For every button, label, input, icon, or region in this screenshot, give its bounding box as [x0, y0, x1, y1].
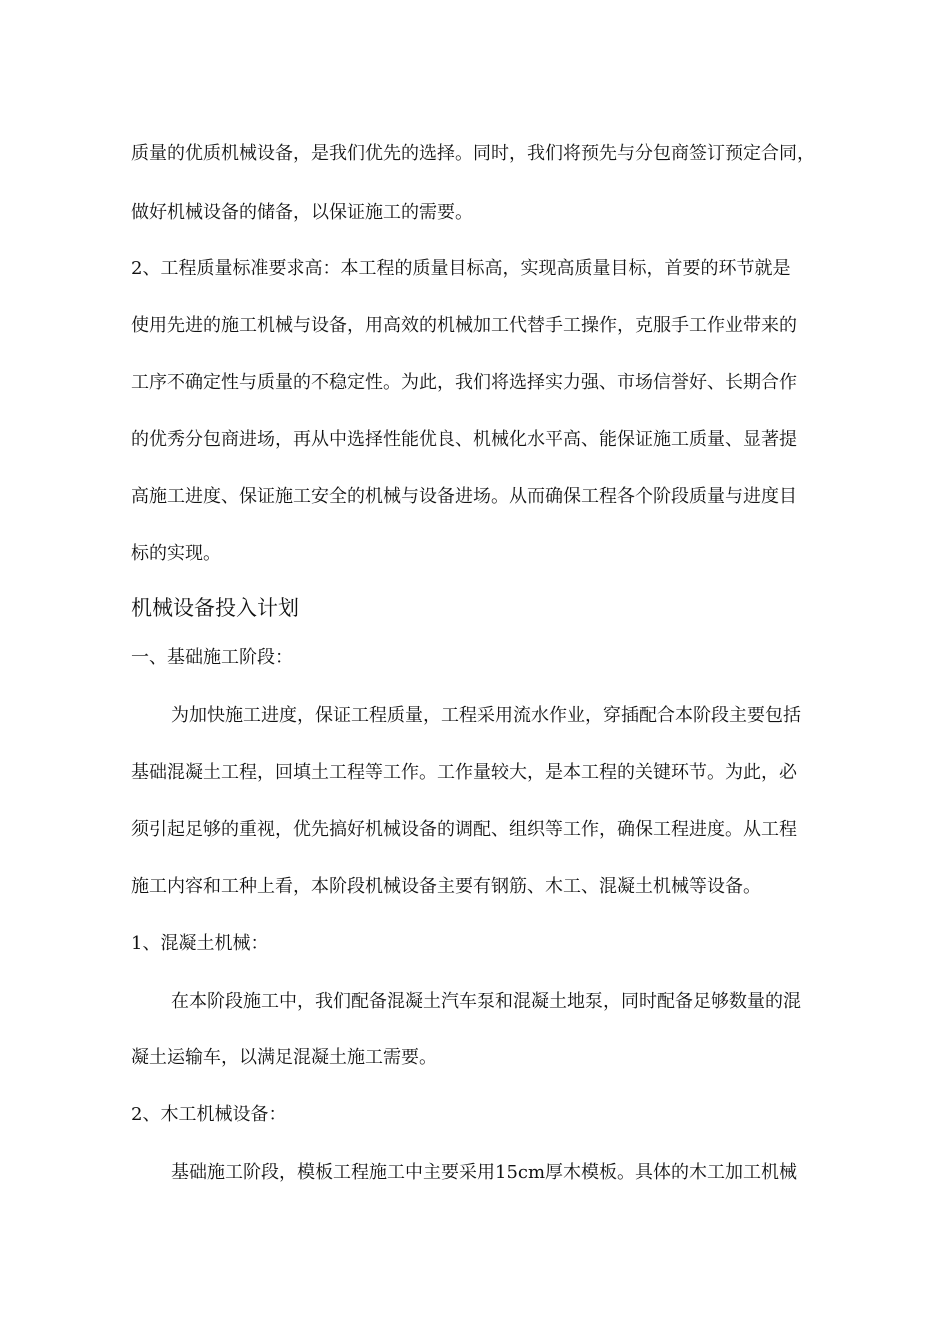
paragraph-1-line-1: 质量的优质机械设备，是我们优先的选择。同时，我们将预先与分包商签订预定合同， [131, 143, 815, 164]
section-title: 机械设备投入计划 [131, 596, 299, 620]
paragraph-3-line-3: 须引起足够的重视，优先搞好机械设备的调配、组织等工作，确保工程进度。从工程 [131, 819, 797, 840]
paragraph-5-line-1: 基础施工阶段，模板工程施工中主要采用15cm厚木模板。具体的木工加工机械 [171, 1162, 798, 1183]
paragraph-2-line-5: 高施工进度、保证施工安全的机械与设备进场。从而确保工程各个阶段质量与进度目 [131, 486, 797, 507]
subsection-1-title: 一、基础施工阶段： [131, 647, 293, 668]
paragraph-3-line-4: 施工内容和工种上看，本阶段机械设备主要有钢筋、木工、混凝土机械等设备。 [131, 876, 761, 897]
paragraph-2-line-4: 的优秀分包商进场，再从中选择性能优良、机械化水平高、能保证施工质量、显著提 [131, 429, 797, 450]
paragraph-2-line-6: 标的实现。 [131, 543, 221, 564]
paragraph-2-line-2: 使用先进的施工机械与设备，用高效的机械加工代替手工操作，克服手工作业带来的 [131, 315, 797, 336]
item-2-title: 2、木工机械设备： [131, 1104, 287, 1125]
paragraph-4-line-2: 凝土运输车，以满足混凝土施工需要。 [131, 1047, 437, 1068]
paragraph-3-line-2: 基础混凝土工程，回填土工程等工作。工作量较大，是本工程的关键环节。为此，必 [131, 762, 797, 783]
paragraph-4-line-1: 在本阶段施工中，我们配备混凝土汽车泵和混凝土地泵，同时配备足够数量的混 [171, 991, 801, 1012]
paragraph-2-line-1: 2、工程质量标准要求高：本工程的质量目标高，实现高质量目标，首要的环节就是 [131, 258, 791, 279]
paragraph-1-line-2: 做好机械设备的储备，以保证施工的需要。 [131, 202, 473, 223]
item-1-title: 1、混凝土机械： [131, 933, 269, 954]
paragraph-3-line-1: 为加快施工进度，保证工程质量，工程采用流水作业，穿插配合本阶段主要包括 [171, 705, 801, 726]
paragraph-2-line-3: 工序不确定性与质量的不稳定性。为此，我们将选择实力强、市场信誉好、长期合作 [131, 372, 797, 393]
